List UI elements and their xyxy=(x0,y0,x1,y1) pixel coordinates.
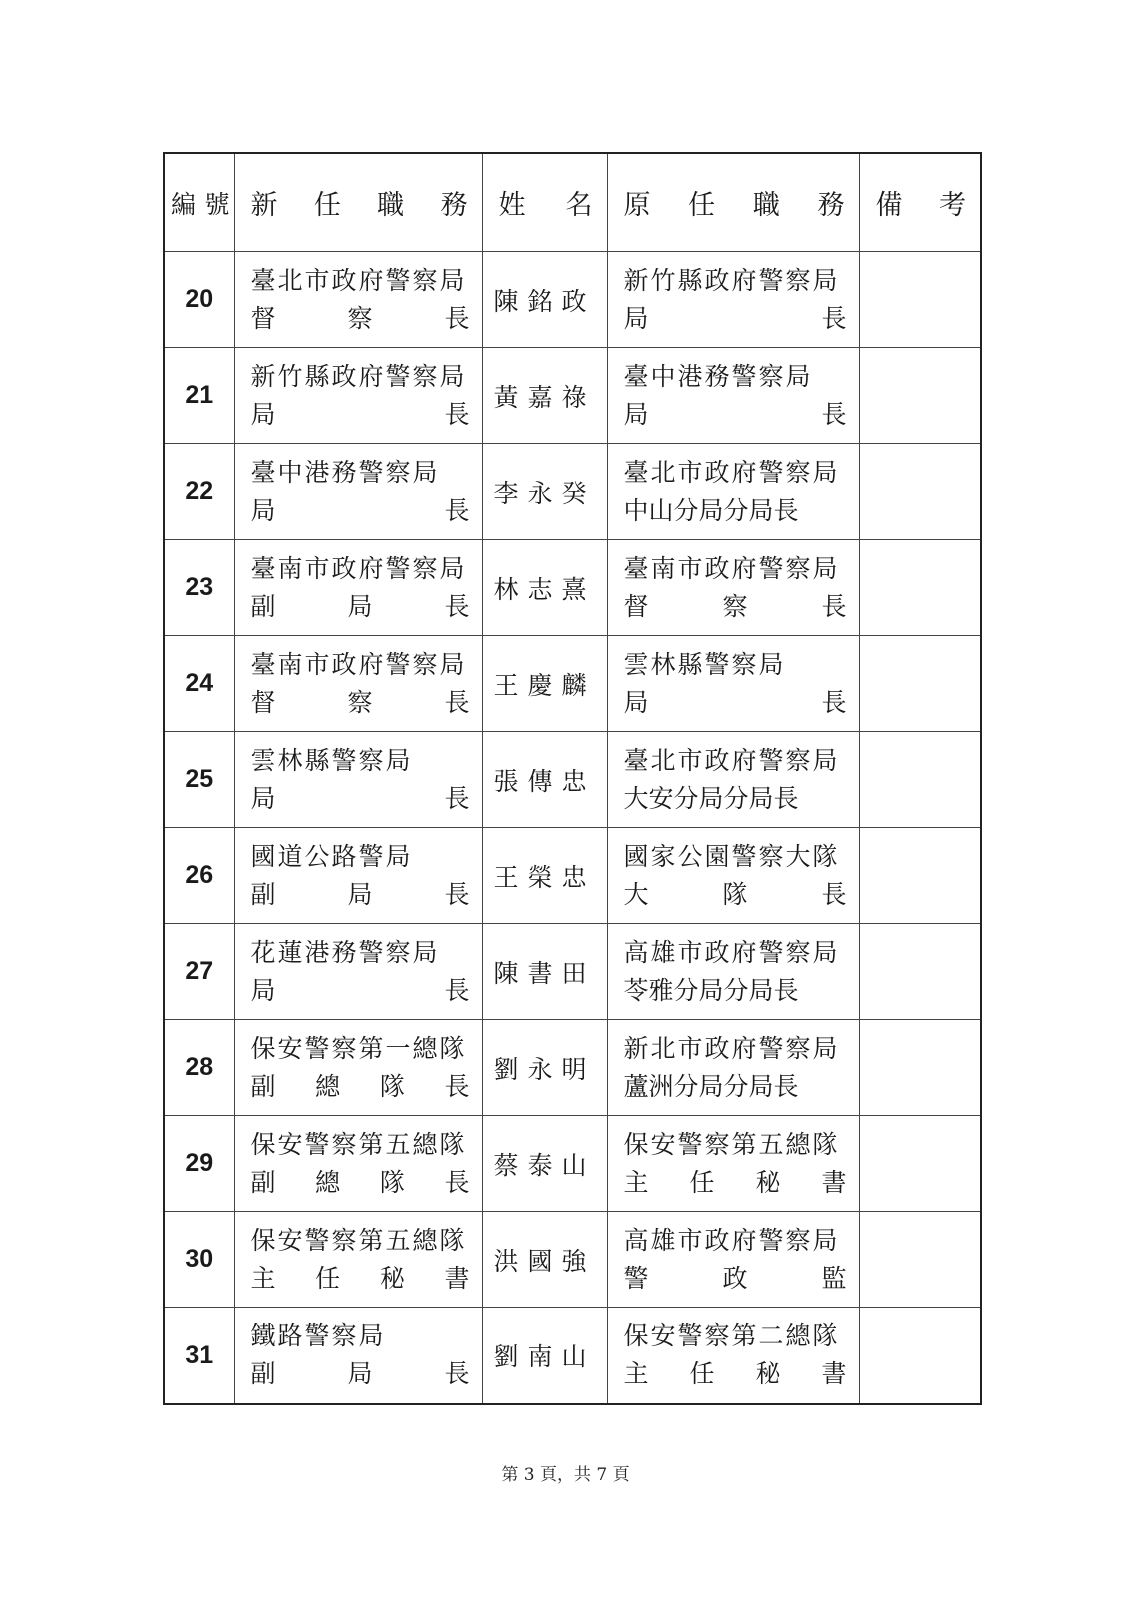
old-post-line2 xyxy=(624,300,847,338)
header-char: 任 xyxy=(688,190,716,221)
header-char: 名 xyxy=(565,190,593,221)
old-post-line1: 高雄市政府警察局 xyxy=(623,937,840,967)
old-post-line2 xyxy=(624,684,847,722)
new-post-line1: 保安警察第五總隊 xyxy=(250,1225,467,1255)
header-char: 原 xyxy=(623,190,651,221)
row-number: 27 xyxy=(164,924,234,1020)
remark-cell xyxy=(859,252,981,348)
old-post-line1: 高雄市政府警察局 xyxy=(623,1225,840,1255)
person-name: 張傳忠 xyxy=(482,732,607,828)
post-text xyxy=(608,838,859,914)
remark-cell xyxy=(859,540,981,636)
post-title-char: 長 xyxy=(821,303,847,333)
post-text xyxy=(235,1317,482,1393)
new-post-line1: 保安警察第五總隊 xyxy=(250,1129,467,1159)
post-title-char: 苓雅分局分局長 xyxy=(623,975,799,1005)
post-title-char: 長 xyxy=(444,399,470,429)
post-title-char: 長 xyxy=(444,879,470,909)
old-post-line2 xyxy=(624,972,847,1010)
post-title-char: 長 xyxy=(821,399,847,429)
header-char: 號 xyxy=(204,189,230,219)
old-post-line2 xyxy=(624,780,847,818)
old-post-cell xyxy=(607,924,859,1020)
new-post-line2 xyxy=(251,1164,470,1202)
post-title-char: 隊 xyxy=(379,1071,405,1101)
row-number: 26 xyxy=(164,828,234,924)
post-title-char: 局 xyxy=(623,687,649,717)
new-post-line1: 臺中港務警察局 xyxy=(250,457,440,487)
post-text xyxy=(235,1126,482,1202)
header-old-post xyxy=(607,153,859,252)
old-post-line1: 新北市政府警察局 xyxy=(623,1033,840,1063)
post-title-char: 秘 xyxy=(379,1263,405,1293)
header-char: 務 xyxy=(817,190,845,221)
new-post-line2 xyxy=(251,492,470,530)
table-row xyxy=(164,732,981,828)
old-post-cell xyxy=(607,1308,859,1404)
post-title-char: 副 xyxy=(250,1167,276,1197)
header-char: 務 xyxy=(440,190,468,221)
remark-cell xyxy=(859,1020,981,1116)
post-title-char: 隊 xyxy=(379,1167,405,1197)
post-title-char: 長 xyxy=(444,303,470,333)
table-row xyxy=(164,1212,981,1308)
row-number: 21 xyxy=(164,348,234,444)
header-char: 新 xyxy=(250,190,278,221)
old-post-cell xyxy=(607,1212,859,1308)
new-post-cell xyxy=(234,252,482,348)
old-post-line2 xyxy=(624,1355,847,1393)
post-title-char: 任 xyxy=(315,1263,341,1293)
post-title-char: 督 xyxy=(250,687,276,717)
person-name: 劉永明 xyxy=(482,1020,607,1116)
post-title-char: 書 xyxy=(821,1167,847,1197)
post-text xyxy=(608,646,859,722)
person-name: 王慶麟 xyxy=(482,636,607,732)
old-post-cell xyxy=(607,444,859,540)
new-post-line2 xyxy=(251,684,470,722)
table-row xyxy=(164,444,981,540)
post-text xyxy=(235,1030,482,1106)
new-post-line1: 臺南市政府警察局 xyxy=(250,649,467,679)
header-new-post xyxy=(234,153,482,252)
header-char: 考 xyxy=(939,190,966,221)
post-text xyxy=(235,550,482,626)
post-title-char: 大安分局分局長 xyxy=(623,783,799,813)
post-title-char: 督 xyxy=(623,591,649,621)
post-title-char: 局 xyxy=(623,303,649,333)
table-row xyxy=(164,252,981,348)
post-title-char: 副 xyxy=(250,591,276,621)
post-title-char: 長 xyxy=(821,591,847,621)
header-name xyxy=(482,153,607,252)
row-number: 28 xyxy=(164,1020,234,1116)
post-title-char: 監 xyxy=(821,1263,847,1293)
post-title-char: 長 xyxy=(444,1167,470,1197)
new-post-cell xyxy=(234,636,482,732)
new-post-line2 xyxy=(251,780,470,818)
old-post-line1: 雲林縣警察局 xyxy=(623,649,786,679)
old-post-line2 xyxy=(624,1068,847,1106)
post-title-char: 書 xyxy=(821,1359,847,1389)
post-title-char: 警 xyxy=(623,1263,649,1293)
header-char: 職 xyxy=(752,190,780,221)
person-name: 黃嘉祿 xyxy=(482,348,607,444)
post-title-char: 秘 xyxy=(755,1359,781,1389)
remark-cell xyxy=(859,828,981,924)
post-text xyxy=(235,262,482,338)
post-text xyxy=(608,550,859,626)
table-row xyxy=(164,924,981,1020)
post-text xyxy=(235,934,482,1010)
old-post-line1: 臺南市政府警察局 xyxy=(623,553,840,583)
post-text xyxy=(608,1222,859,1298)
page-number: 第 3 頁，共 7 頁 xyxy=(501,1465,630,1485)
old-post-line2 xyxy=(624,588,847,626)
person-name: 陳書田 xyxy=(482,924,607,1020)
post-title-char: 中山分局分局長 xyxy=(623,495,799,525)
header-remarks xyxy=(859,153,981,252)
post-title-char: 長 xyxy=(444,687,470,717)
post-title-char: 主 xyxy=(623,1167,649,1197)
post-title-char: 主 xyxy=(250,1263,276,1293)
header-char: 備 xyxy=(875,190,903,221)
new-post-line1: 雲林縣警察局 xyxy=(250,745,413,775)
post-title-char: 主 xyxy=(623,1359,649,1389)
post-title-char: 書 xyxy=(444,1263,470,1293)
table-row xyxy=(164,636,981,732)
old-post-cell xyxy=(607,1020,859,1116)
post-title-char: 察 xyxy=(722,591,748,621)
new-post-line2 xyxy=(251,1355,470,1393)
post-title-char: 局 xyxy=(347,1359,373,1389)
row-number: 23 xyxy=(164,540,234,636)
old-post-cell xyxy=(607,348,859,444)
new-post-line2 xyxy=(251,876,470,914)
old-post-cell xyxy=(607,828,859,924)
post-text xyxy=(608,262,859,338)
old-post-line1: 臺北市政府警察局 xyxy=(623,457,840,487)
post-title-char: 長 xyxy=(444,495,470,525)
new-post-cell xyxy=(234,540,482,636)
new-post-line1: 國道公路警局 xyxy=(250,841,413,871)
new-post-line1: 新竹縣政府警察局 xyxy=(250,361,467,391)
post-text xyxy=(235,1222,482,1298)
new-post-cell xyxy=(234,732,482,828)
post-title-char: 大 xyxy=(623,879,649,909)
post-title-char: 總 xyxy=(315,1071,341,1101)
new-post-line1: 花蓮港務警察局 xyxy=(250,937,440,967)
new-post-line2 xyxy=(251,300,470,338)
old-post-cell xyxy=(607,540,859,636)
header-char: 職 xyxy=(377,190,405,221)
header-char: 姓 xyxy=(498,190,526,221)
new-post-line1: 保安警察第一總隊 xyxy=(250,1033,467,1063)
post-title-char: 隊 xyxy=(722,879,748,909)
post-text xyxy=(608,742,859,818)
row-number: 29 xyxy=(164,1116,234,1212)
post-title-char: 局 xyxy=(250,783,276,813)
row-number: 20 xyxy=(164,252,234,348)
person-name: 陳銘政 xyxy=(482,252,607,348)
remark-cell xyxy=(859,1116,981,1212)
header-char: 任 xyxy=(313,190,341,221)
old-post-cell xyxy=(607,1116,859,1212)
post-title-char: 長 xyxy=(444,591,470,621)
table-row xyxy=(164,1308,981,1404)
post-title-char: 局 xyxy=(250,975,276,1005)
row-number: 22 xyxy=(164,444,234,540)
row-number: 30 xyxy=(164,1212,234,1308)
person-name: 李永癸 xyxy=(482,444,607,540)
post-title-char: 局 xyxy=(250,399,276,429)
personnel-table xyxy=(163,152,982,1405)
new-post-line2 xyxy=(251,1260,470,1298)
post-title-char: 秘 xyxy=(755,1167,781,1197)
old-post-line1: 新竹縣政府警察局 xyxy=(623,265,840,295)
post-title-char: 副 xyxy=(250,1071,276,1101)
person-name: 王榮忠 xyxy=(482,828,607,924)
post-text xyxy=(608,1030,859,1106)
new-post-line1: 臺南市政府警察局 xyxy=(250,553,467,583)
header-char: 編 xyxy=(171,189,197,219)
post-title-char: 任 xyxy=(689,1359,715,1389)
post-title-char: 局 xyxy=(347,879,373,909)
post-text xyxy=(235,838,482,914)
person-name: 劉南山 xyxy=(482,1308,607,1404)
row-number: 24 xyxy=(164,636,234,732)
new-post-line1: 臺北市政府警察局 xyxy=(250,265,467,295)
remark-cell xyxy=(859,636,981,732)
old-post-line1: 保安警察第二總隊 xyxy=(623,1321,840,1351)
post-title-char: 長 xyxy=(444,1071,470,1101)
new-post-line1: 鐵路警察局 xyxy=(250,1321,386,1351)
header-number xyxy=(164,153,234,252)
post-text xyxy=(608,1126,859,1202)
post-title-char: 督 xyxy=(250,303,276,333)
post-title-char: 局 xyxy=(250,495,276,525)
row-number: 31 xyxy=(164,1308,234,1404)
post-title-char: 總 xyxy=(315,1167,341,1197)
new-post-cell xyxy=(234,1212,482,1308)
new-post-line2 xyxy=(251,972,470,1010)
old-post-line1: 臺北市政府警察局 xyxy=(623,745,840,775)
new-post-cell xyxy=(234,348,482,444)
new-post-line2 xyxy=(251,396,470,434)
post-title-char: 察 xyxy=(347,687,373,717)
new-post-cell xyxy=(234,444,482,540)
post-text xyxy=(235,454,482,530)
new-post-cell xyxy=(234,828,482,924)
post-title-char: 察 xyxy=(347,303,373,333)
new-post-line2 xyxy=(251,588,470,626)
post-title-char: 任 xyxy=(689,1167,715,1197)
old-post-cell xyxy=(607,636,859,732)
old-post-cell xyxy=(607,732,859,828)
old-post-line1: 國家公園警察大隊 xyxy=(623,841,840,871)
new-post-cell xyxy=(234,1020,482,1116)
table-row xyxy=(164,348,981,444)
remark-cell xyxy=(859,1212,981,1308)
post-title-char: 局 xyxy=(347,591,373,621)
post-text xyxy=(235,358,482,434)
post-text xyxy=(608,358,859,434)
post-title-char: 政 xyxy=(722,1263,748,1293)
post-text xyxy=(608,934,859,1010)
post-title-char: 局 xyxy=(623,399,649,429)
old-post-line2 xyxy=(624,492,847,530)
remark-cell xyxy=(859,732,981,828)
person-name: 洪國強 xyxy=(482,1212,607,1308)
table-row xyxy=(164,540,981,636)
post-text xyxy=(235,742,482,818)
post-text xyxy=(608,1317,859,1393)
person-name: 林志熹 xyxy=(482,540,607,636)
new-post-cell xyxy=(234,1116,482,1212)
post-text xyxy=(235,646,482,722)
post-title-char: 長 xyxy=(444,783,470,813)
old-post-line1: 保安警察第五總隊 xyxy=(623,1129,840,1159)
old-post-line1: 臺中港務警察局 xyxy=(623,361,813,391)
table-row xyxy=(164,828,981,924)
post-title-char: 蘆洲分局分局長 xyxy=(623,1071,799,1101)
post-title-char: 副 xyxy=(250,1359,276,1389)
post-text xyxy=(608,454,859,530)
table-row xyxy=(164,1116,981,1212)
new-post-cell xyxy=(234,1308,482,1404)
remark-cell xyxy=(859,1308,981,1404)
row-number: 25 xyxy=(164,732,234,828)
new-post-line2 xyxy=(251,1068,470,1106)
old-post-line2 xyxy=(624,1260,847,1298)
post-title-char: 長 xyxy=(821,879,847,909)
old-post-cell xyxy=(607,252,859,348)
person-name: 蔡泰山 xyxy=(482,1116,607,1212)
post-title-char: 副 xyxy=(250,879,276,909)
remark-cell xyxy=(859,348,981,444)
remark-cell xyxy=(859,924,981,1020)
table-row xyxy=(164,1020,981,1116)
remark-cell xyxy=(859,444,981,540)
old-post-line2 xyxy=(624,396,847,434)
post-title-char: 長 xyxy=(444,1359,470,1389)
new-post-cell xyxy=(234,924,482,1020)
old-post-line2 xyxy=(624,1164,847,1202)
header-row xyxy=(164,153,981,252)
old-post-line2 xyxy=(624,876,847,914)
post-title-char: 長 xyxy=(821,687,847,717)
post-title-char: 長 xyxy=(444,975,470,1005)
